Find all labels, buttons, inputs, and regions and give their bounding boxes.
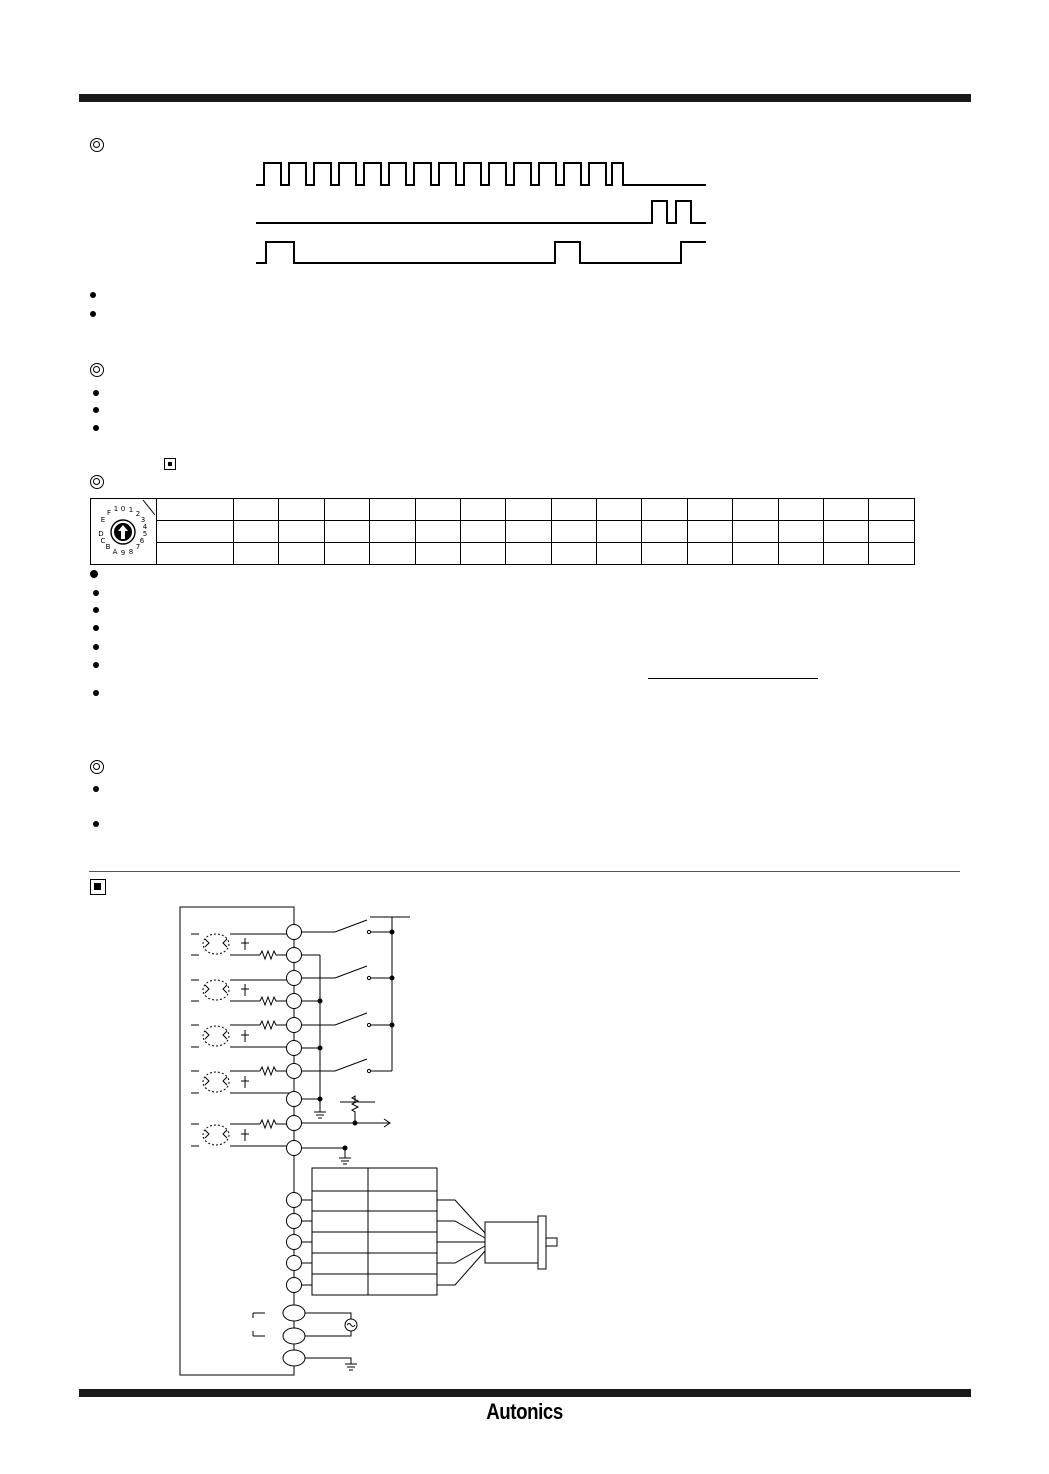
- opto-input-1: [191, 934, 294, 959]
- motor-icon: [485, 1216, 557, 1269]
- svg-text:B: B: [105, 543, 111, 551]
- svg-text:E: E: [100, 516, 106, 524]
- svg-text:A: A: [112, 548, 118, 556]
- svg-text:7: 7: [135, 543, 141, 551]
- svg-text:2: 2: [135, 510, 141, 518]
- opto-input-3: [191, 1021, 294, 1047]
- svg-text:0: 0: [120, 505, 126, 513]
- svg-text:8: 8: [128, 548, 134, 556]
- brand-logo: Autonics: [486, 1399, 563, 1424]
- svg-text:C: C: [100, 537, 106, 545]
- svg-text:4: 4: [142, 523, 148, 531]
- opto-input-4: [191, 1067, 294, 1093]
- svg-text:D: D: [98, 530, 104, 538]
- svg-text:3: 3: [140, 516, 146, 524]
- svg-text:1: 1: [128, 506, 134, 514]
- svg-text:6: 6: [139, 537, 145, 545]
- opto-input-2: [191, 980, 294, 1005]
- svg-text:5: 5: [142, 530, 148, 538]
- svg-text:9: 9: [120, 549, 126, 557]
- svg-text:F: F: [106, 509, 112, 517]
- opto-output: [191, 1120, 294, 1146]
- svg-text:1: 1: [113, 505, 119, 513]
